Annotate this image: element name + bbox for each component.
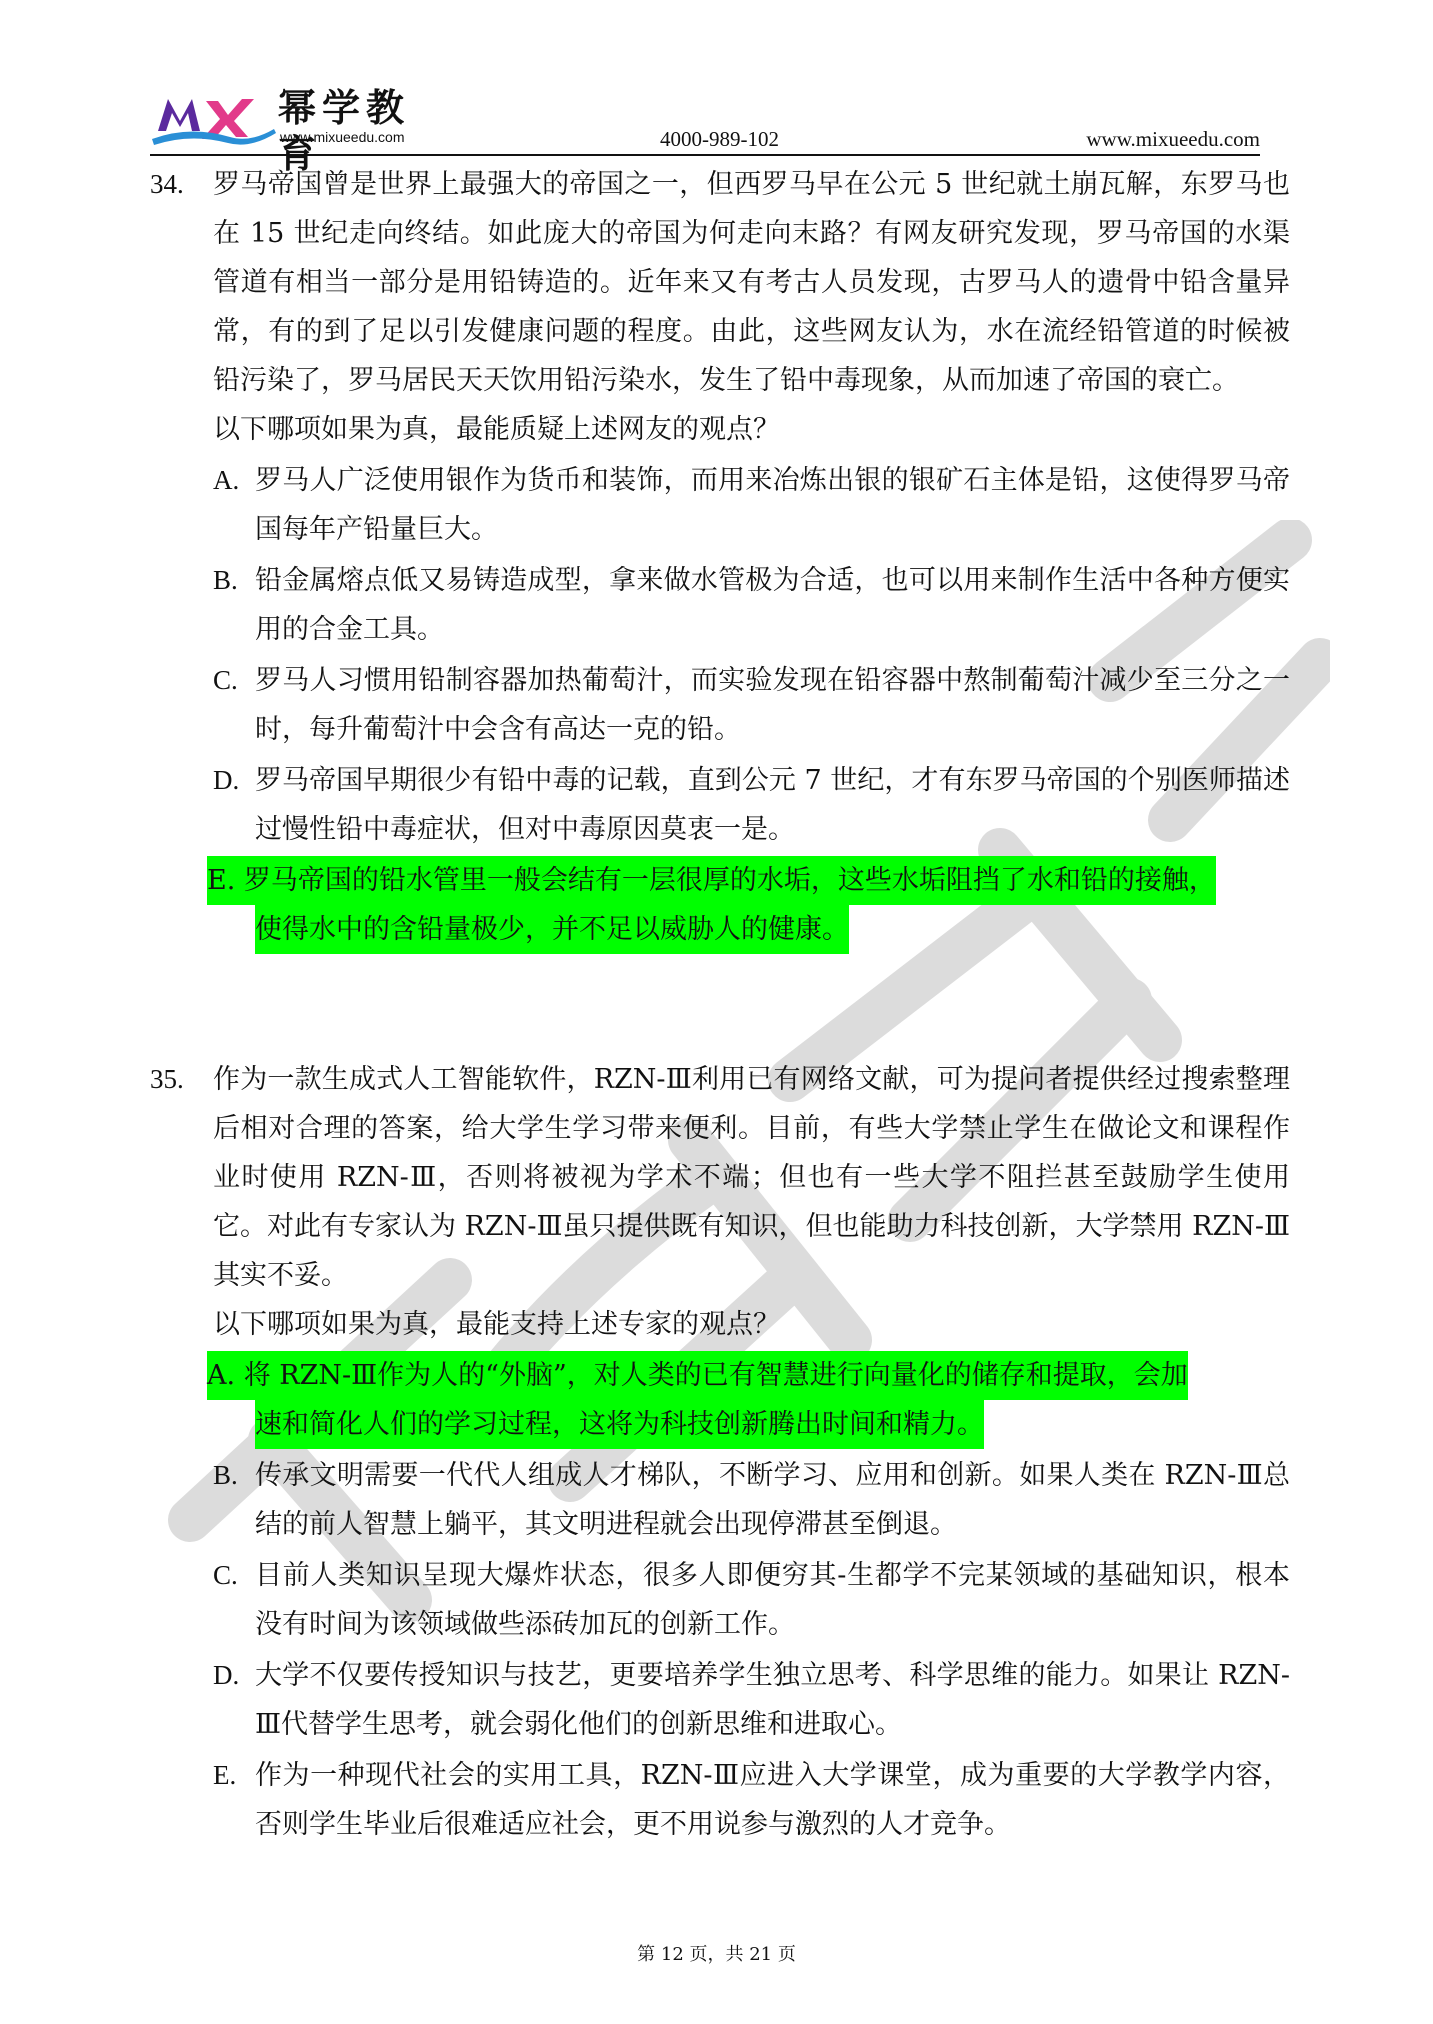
header-divider [150,154,1260,156]
highlighted-answer-line-1 [207,856,1216,905]
option-letter: D. [213,765,240,795]
header-website: www.mixueedu.com [1086,127,1260,151]
option-text: 传承文明需要一代代人组成人才梯队，不断学习、应用和创新。如果人类在 RZN-Ⅲ总结的前人智慧上躺平，其文明进程就会出现停滞甚至倒退。 [255,1460,1290,1540]
question-prompt: 以下哪项如果为真，最能质疑上述网友的观点？ [213,414,780,445]
highlighted-answer-line-1 [207,1351,1188,1400]
option-letter: E. [207,865,236,896]
option-d [213,1651,1290,1749]
company-logo [150,85,450,176]
option-letter: B. [213,565,238,595]
option-b [213,1451,1290,1549]
option-letter: A. [207,1360,236,1391]
option-text: 作为一种现代社会的实用工具，RZN-Ⅲ应进入大学课堂，成为重要的大学教学内容，否则学生毕业后很难适应社会，更不用说参与激烈的人才竞争。 [255,1760,1290,1840]
option-letter: C. [213,665,238,695]
logo-url: www.mixueedu.com [280,129,405,145]
question-34 [150,160,1290,954]
option-e [213,1751,1290,1849]
option-a [213,456,1290,554]
question-35 [150,1055,1290,1849]
highlighted-answer-line-2: 使得水中的含铅量极少，并不足以威胁人的健康。 [255,905,849,954]
option-a-highlighted [207,1351,1290,1449]
question-prompt: 以下哪项如果为真，最能支持上述专家的观点？ [213,1309,780,1340]
option-text: 罗马人广泛使用银作为货币和装饰，而用来冶炼出银的银矿石主体是铅，这使得罗马帝国每年产铅量巨大。 [255,465,1290,545]
option-text: 目前人类知识呈现大爆炸状态，很多人即便穷其-生都学不完某领域的基础知识，根本没有时间为该领域做些添砖加瓦的创新工作。 [255,1560,1290,1640]
option-text: 铅金属熔点低又易铸造成型，拿来做水管极为合适，也可以用来制作生活中各种方便实用的合金工具。 [255,565,1290,645]
header-phone: 4000-989-102 [660,127,779,151]
option-letter: B. [213,1460,238,1490]
option-c [213,656,1290,754]
question-number: 35. [150,1064,184,1094]
option-text: 罗马帝国早期很少有铅中毒的记载，直到公元 7 世纪，才有东罗马帝国的个别医师描述过慢性铅中毒症状，但对中毒原因莫衷一是。 [255,765,1290,845]
logo-chinese-name: 幂学教育 [278,86,411,176]
option-text: 罗马人习惯用铅制容器加热葡萄汁，而实验发现在铅容器中熬制葡萄汁减少至三分之一时，每升葡萄汁中会含有高达一克的铅。 [255,665,1290,745]
page-footer: 第 12 页，共 21 页 [637,1944,796,1965]
option-letter: A. [213,465,240,495]
option-b [213,556,1290,654]
option-c [213,1551,1290,1649]
page-header [150,85,1260,176]
question-stem: 罗马帝国曾是世界上最强大的帝国之一，但西罗马早在公元 5 世纪就土崩瓦解，东罗马也在 15 世纪走向终结。如此庞大的帝国为何走向末路？有网友研究发现，罗马帝国的水渠管道有相当一部分是用铅铸造的。近年来又有考古人员发现，古罗马人的遗骨中铅含量异常，有的到了足以引发健康问题的程度。由此，这些网友认为，水在流经铅管道的时候被铅污染了，罗马居民天天饮用铅污染水，发生了铅中毒现象，从而加速了帝国的衰亡。 [213,169,1290,396]
option-text: 将 RZN-Ⅲ作为人的“外脑”，对人类的已有智慧进行向量化的储存和提取，会加 [243,1360,1188,1391]
option-letter: D. [213,1660,240,1690]
option-letter: C. [213,1560,238,1590]
mx-logo-icon [150,89,280,149]
question-number: 34. [150,169,184,199]
question-stem: 作为一款生成式人工智能软件，RZN-Ⅲ利用已有网络文献，可为提问者提供经过搜索整理后相对合理的答案，给大学生学习带来便利。目前，有些大学禁止学生在做论文和课程作业时使用 RZN-Ⅲ，否则将被视为学术不端；但也有一些大学不阻拦甚至鼓励学生使用它。对此有专家认为 RZN-Ⅲ虽只提供既有知识，但也能助力科技创新，大学禁用 RZN-Ⅲ其实不妥。 [213,1064,1290,1291]
option-letter: E. [213,1760,237,1790]
option-text: 罗马帝国的铅水管里一般会结有一层很厚的水垢，这些水垢阻挡了水和铅的接触， [243,865,1216,896]
option-text: 大学不仅要传授知识与技艺，更要培养学生独立思考、科学思维的能力。如果让 RZN-Ⅲ代替学生思考，就会弱化他们的创新思维和进取心。 [255,1660,1290,1740]
option-e-highlighted [207,856,1290,954]
option-d [213,756,1290,854]
highlighted-answer-line-2: 速和简化人们的学习过程，这将为科技创新腾出时间和精力。 [255,1400,984,1449]
